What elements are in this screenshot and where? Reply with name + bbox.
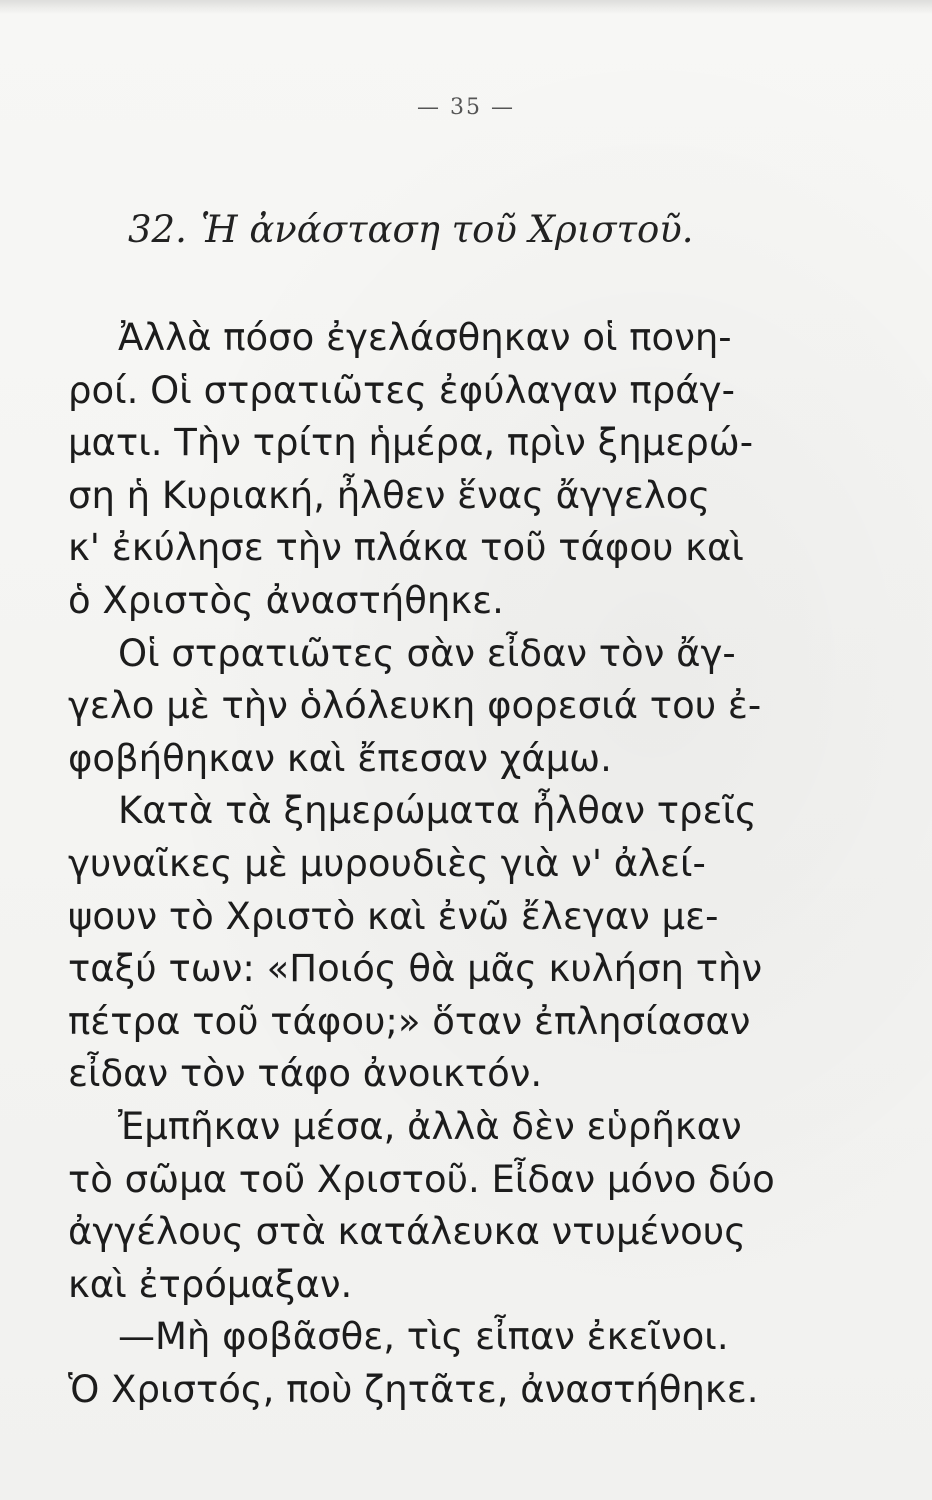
text-line: γυναῖκες μὲ μυρουδιὲς γιὰ ν' ἀλεί- — [68, 841, 706, 885]
text-line: Ἐμπῆκαν μέσα, ἀλλὰ δὲν εὑρῆκαν — [118, 1104, 742, 1148]
text-line: καὶ ἐτρόμαξαν. — [68, 1262, 353, 1306]
chapter-number: 32. — [128, 208, 187, 251]
text-line: ταξύ των: «Ποιός θὰ μᾶς κυλήση τὴν — [68, 947, 763, 991]
text-line: —Μὴ φοβᾶσθε, τὶς εἶπαν ἐκεῖνοι. — [118, 1315, 729, 1359]
page-edge-shadow — [0, 0, 932, 14]
text-line: πέτρα τοῦ τάφου;» ὅταν ἐπλησίασαν — [68, 999, 751, 1043]
text-line: γελο μὲ τὴν ὁλόλευκη φορεσιά του ἐ- — [68, 684, 762, 728]
text-line: τὸ σῶμα τοῦ Χριστοῦ. Εἶδαν μόνο δύο — [68, 1157, 775, 1201]
text-line: Κατὰ τὰ ξημερώματα ἦλθαν τρεῖς — [118, 789, 757, 833]
chapter-title: Ἡ ἀνάσταση τοῦ Χριστοῦ. — [200, 208, 694, 251]
text-line: ση ἡ Κυριακή, ἦλθεν ἕνας ἄγγελος — [68, 473, 711, 517]
text-line: ροί. Οἱ στρατιῶτες ἐφύλαγαν πράγ- — [68, 368, 735, 412]
chapter-heading — [128, 208, 828, 251]
text-line: ὁ Χριστὸς ἀναστήθηκε. — [68, 578, 504, 622]
text-line: Ἀλλὰ πόσο ἐγελάσθηκαν οἱ πονη- — [118, 316, 732, 359]
page-number: — 35 — — [417, 95, 515, 120]
text-line: ψουν τὸ Χριστὸ καὶ ἐνῶ ἔλεγαν με- — [68, 894, 719, 938]
text-line: φοβήθηκαν καὶ ἔπεσαν χάμω. — [68, 736, 612, 780]
text-line: ἀγγέλους στὰ κατάλευκα ντυμένους — [68, 1210, 746, 1254]
text-line: κ' ἐκύλησε τὴν πλάκα τοῦ τάφου καὶ — [68, 526, 744, 570]
text-line: εἶδαν τὸν τάφο ἀνοικτόν. — [68, 1052, 543, 1096]
body-text — [68, 312, 798, 1416]
text-line: Οἱ στρατιῶτες σὰν εἶδαν τὸν ἄγ- — [118, 631, 736, 675]
text-line: Ὁ Χριστός, ποὺ ζητᾶτε, ἀναστήθηκε. — [68, 1367, 759, 1411]
text-line: ματι. Τὴν τρίτη ἡμέρα, πρὶν ξημερώ- — [68, 421, 754, 465]
